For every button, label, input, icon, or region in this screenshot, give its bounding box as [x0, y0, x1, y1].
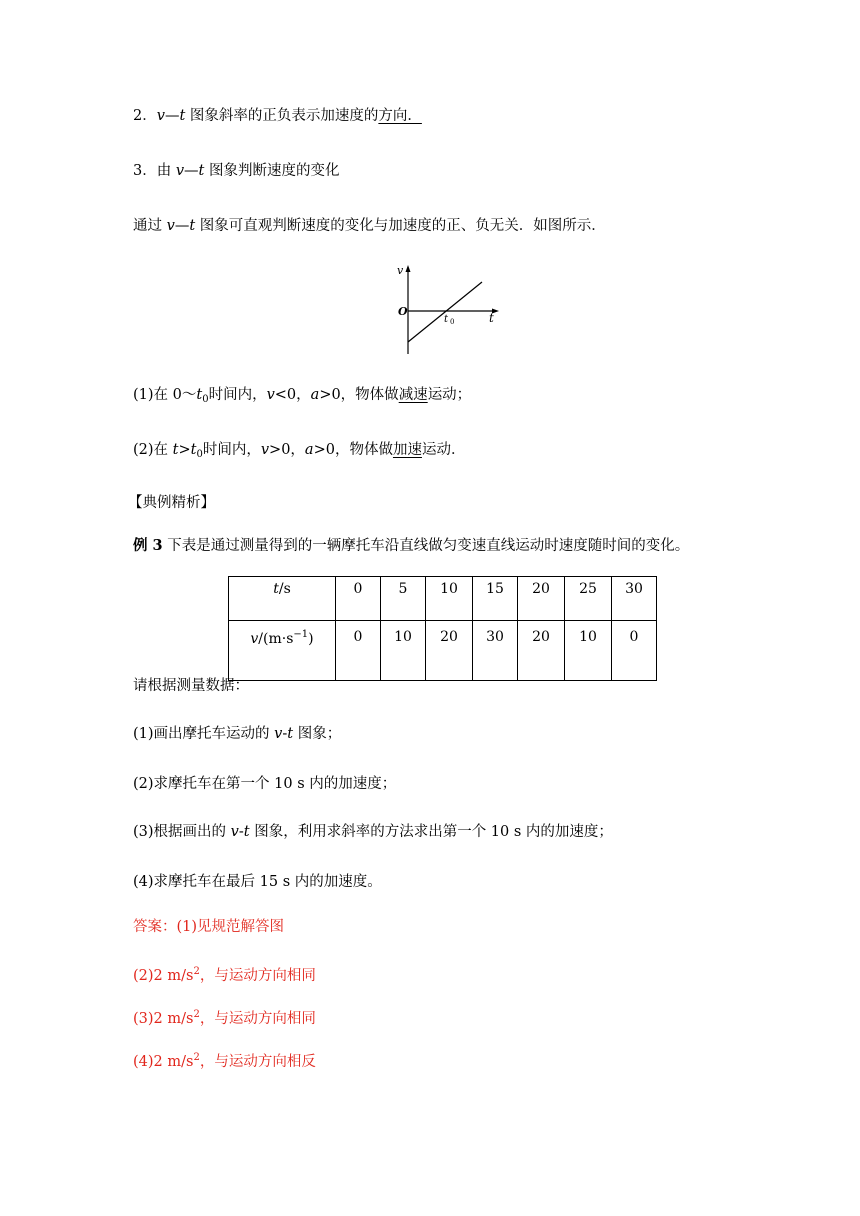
text: > [178, 442, 191, 458]
answer-1: 答案：(1)见规范解答图 [133, 919, 285, 935]
speed-cell: 10 [381, 621, 426, 681]
item-number: 3．由 [133, 163, 172, 179]
time-cell: 20 [518, 577, 565, 621]
statement-text: 图象判断速度的变化 [208, 163, 340, 179]
var-t: t [189, 218, 196, 234]
var-v: v [175, 163, 185, 179]
time-cell: 15 [473, 577, 518, 621]
var-t: t [196, 387, 203, 403]
answer-4: (4)2 $m/s^2$，与运动方向相反 [133, 1052, 316, 1070]
t0-label: t [444, 314, 449, 325]
example-text: 下表是通过测量得到的一辆摩托车沿直线做匀变速直线运动时速度随时间的变化。 [167, 538, 690, 554]
speed-cell: 10 [565, 621, 612, 681]
text: (2)在 [133, 442, 173, 458]
question-3: (3)根据画出的 v-t 图象，利用求斜率的方法求出第一个 10 s 内的加速度； [133, 824, 613, 840]
intro-paragraph [133, 216, 606, 236]
var-t: t [198, 163, 205, 179]
speed-cell: 20 [518, 621, 565, 681]
var-t: t [243, 824, 250, 840]
var-v: v [230, 824, 239, 840]
speed-cell: 20 [426, 621, 473, 681]
subscript: 0 [196, 449, 203, 460]
text: 运动； [427, 387, 472, 403]
text: <0， [274, 387, 311, 403]
text: >0，物体做 [319, 387, 399, 403]
question-4: (4)求摩托车在最后 15 s 内的加速度。 [133, 874, 382, 890]
case-1 [133, 385, 471, 410]
item-number: 2． [133, 108, 157, 124]
question-1: (1)画出摩托车运动的 v-t 图象； [133, 726, 342, 742]
example-3 [133, 536, 689, 556]
dash: — [174, 218, 190, 234]
time-cell: 0 [336, 577, 381, 621]
var-a: a [304, 442, 314, 458]
var-a: a [310, 387, 320, 403]
time-header: t/s [229, 577, 336, 621]
speed-cell: 0 [612, 621, 657, 681]
text: (1)在 0～ [133, 387, 197, 403]
text: 通过 [133, 218, 162, 234]
speed-cell: 30 [473, 621, 518, 681]
var-t: t [190, 442, 197, 458]
subscript: 0 [202, 394, 209, 405]
fill-in-answer: 加速 [392, 442, 422, 458]
fill-in-answer: 减速 [398, 387, 428, 403]
statement-2 [133, 106, 422, 126]
text: 时间内， [202, 442, 261, 458]
answer-2: (2)2 $m/s^2$，与运动方向相同 [133, 966, 316, 984]
velocity-line [408, 282, 482, 342]
var-v: v [260, 442, 270, 458]
var-v: v [166, 218, 175, 234]
var-v: v [274, 726, 283, 742]
statement-text: 图象斜率的正负表示加速度的 [189, 108, 379, 124]
var-t: t [172, 442, 179, 458]
time-cell: 5 [381, 577, 426, 621]
var-t: t [287, 726, 294, 742]
var-v: v [156, 108, 165, 124]
dash: — [184, 163, 199, 179]
instruction: 请根据测量数据： [133, 678, 249, 694]
var-t: t [179, 108, 186, 124]
section-heading: 【典例精析】 [128, 495, 215, 511]
text: 运动． [421, 442, 466, 458]
text: 图象可直观判断速度的变化与加速度的正、负无关．如图所示． [199, 218, 606, 234]
time-cell: 10 [426, 577, 473, 621]
var-v: v [266, 387, 275, 403]
speed-cell: 0 [336, 621, 381, 681]
time-cell: 30 [612, 577, 657, 621]
statement-3 [133, 161, 339, 181]
vt-graph [388, 262, 508, 358]
answer-3: (3)2 $m/s^2$，与运动方向相同 [133, 1009, 316, 1027]
question-2: (2)求摩托车在第一个 10 s 内的加速度； [133, 776, 397, 792]
text: >0， [269, 442, 305, 458]
time-cell: 25 [565, 577, 612, 621]
time-row [229, 577, 657, 621]
fill-in-answer: 方向． [378, 108, 422, 124]
origin-label: O [398, 305, 408, 318]
example-label: 例 3 [133, 537, 163, 554]
v-axis-label: v [397, 264, 404, 277]
v-axis-arrow [406, 265, 411, 272]
text: 时间内， [208, 387, 267, 403]
t-axis-label: t [489, 311, 494, 325]
speed-row [229, 621, 657, 681]
case-2 [133, 440, 465, 465]
dash: — [164, 108, 180, 124]
text: >0，物体做 [313, 442, 393, 458]
measurement-table [228, 576, 657, 681]
t0-subscript: 0 [450, 318, 455, 326]
speed-header: $v/(m\cdot s^{-1})$ [229, 621, 336, 681]
